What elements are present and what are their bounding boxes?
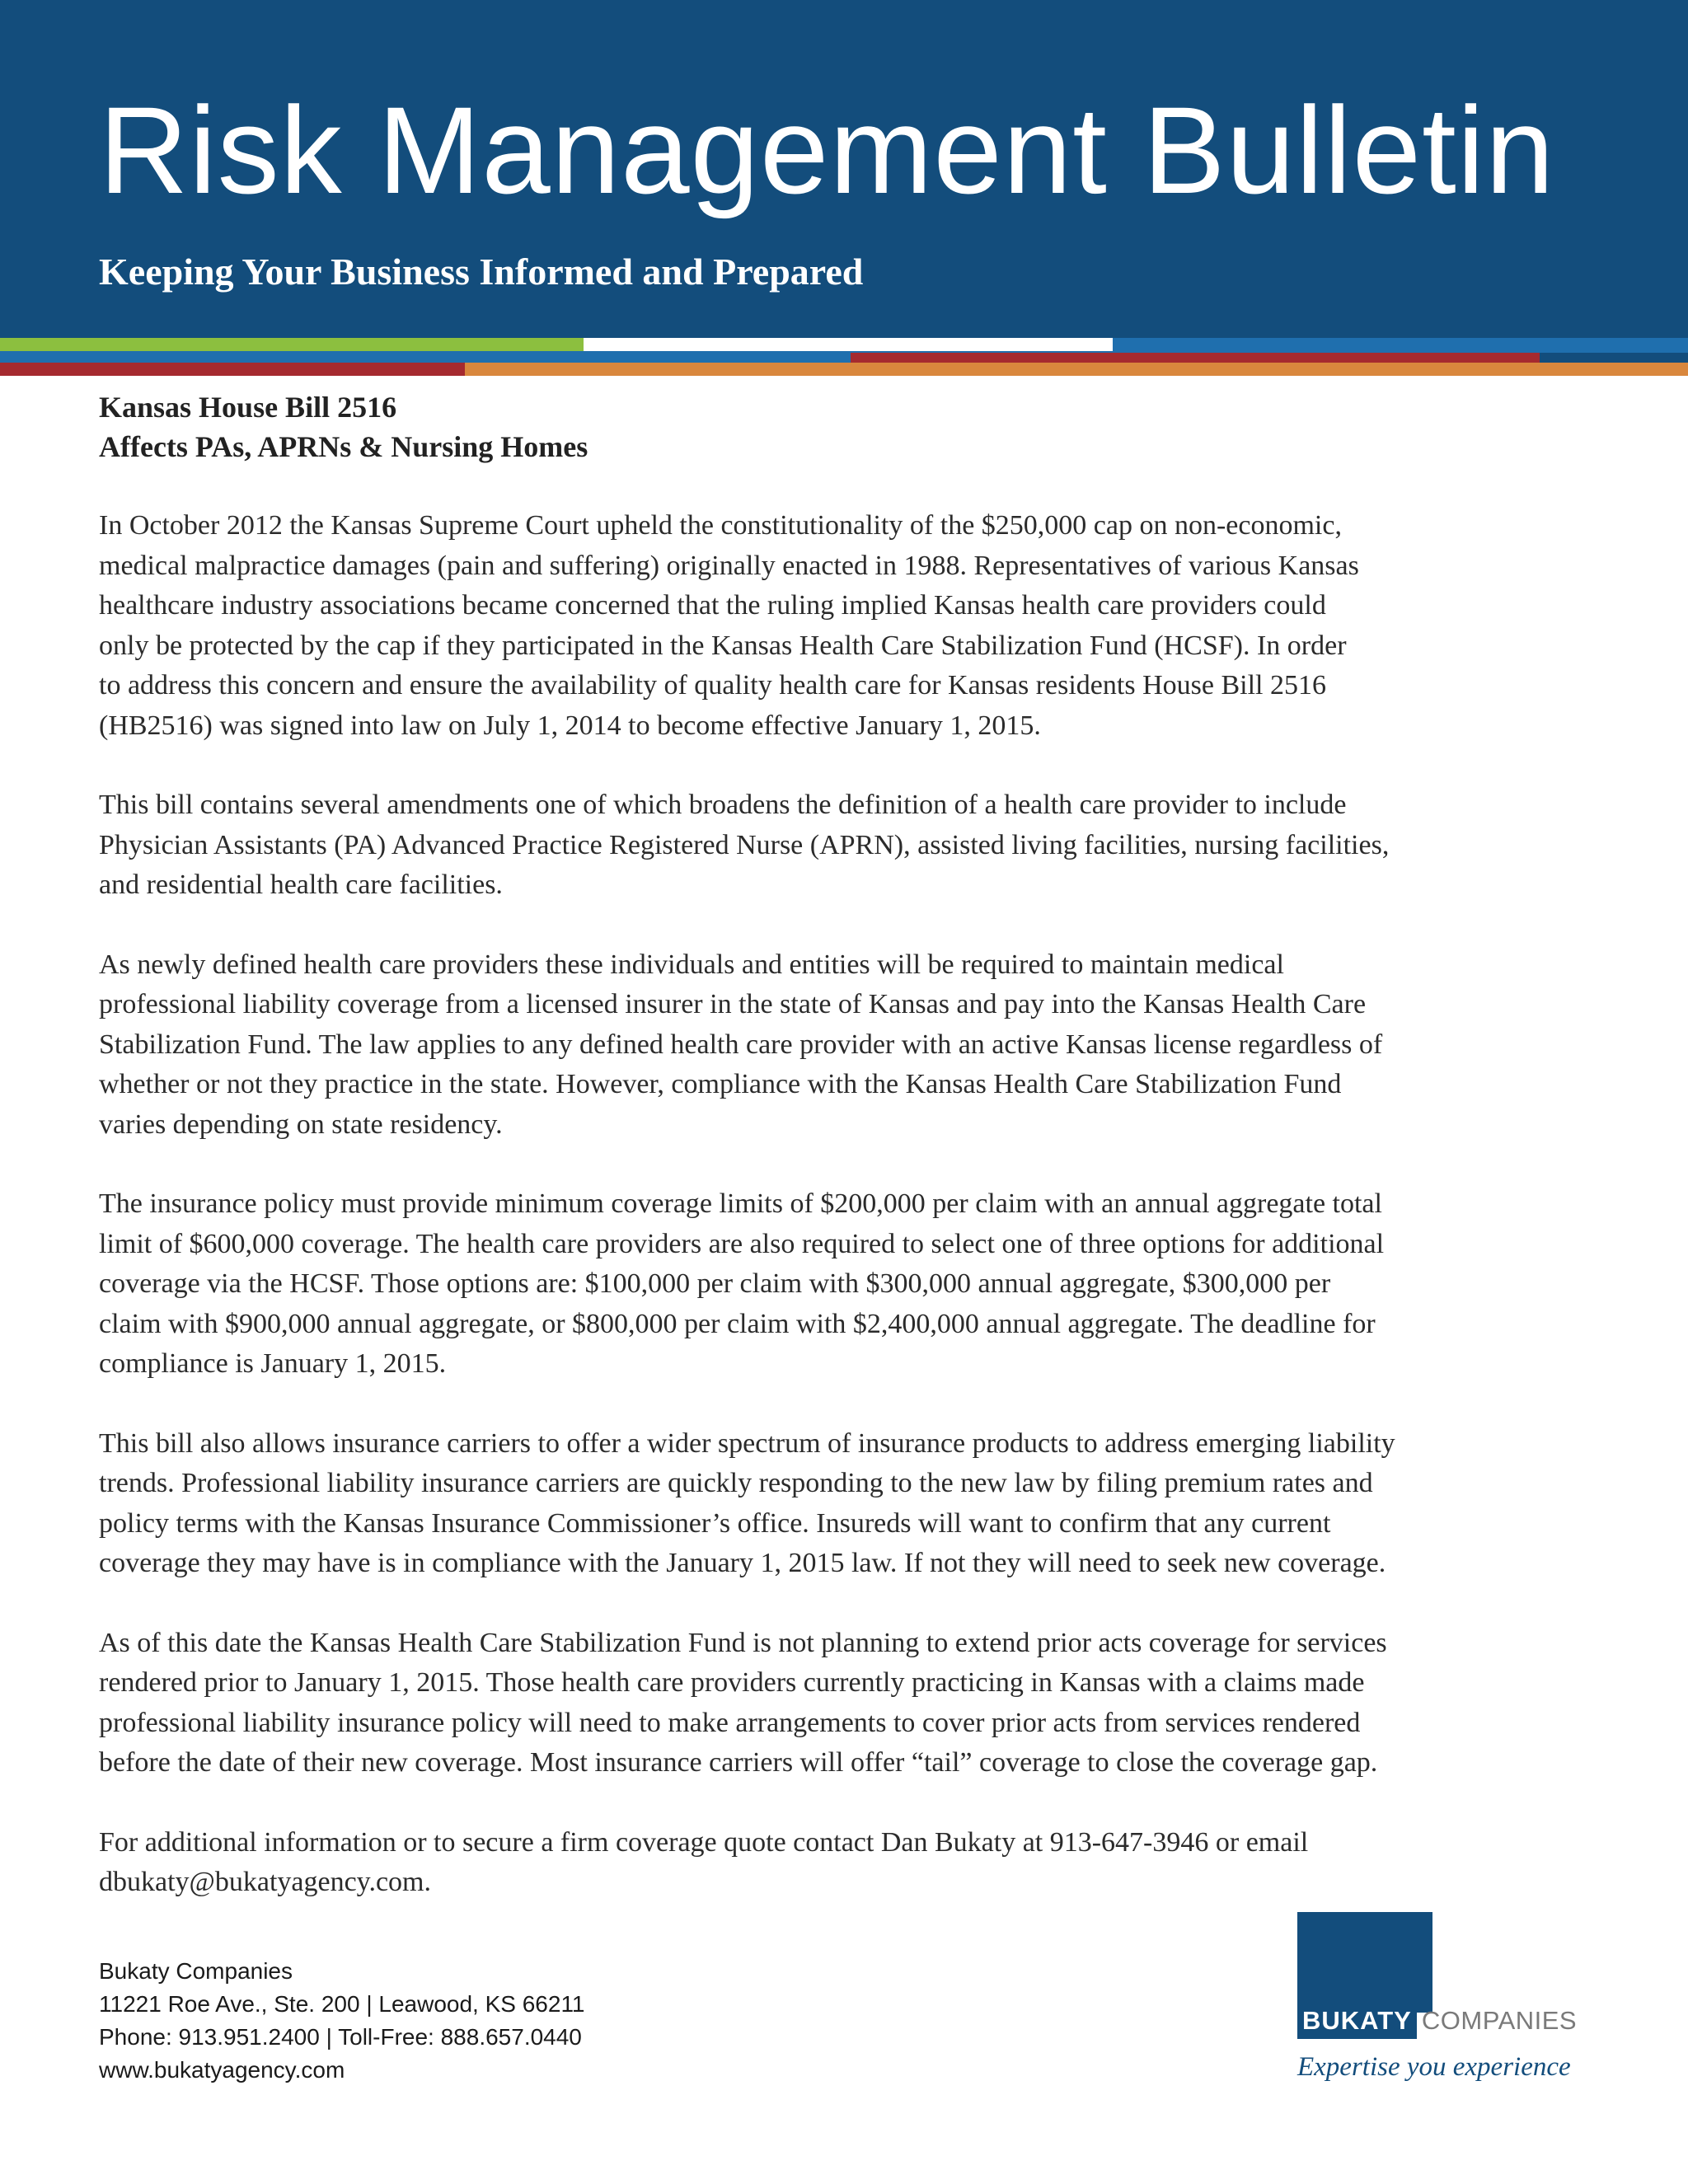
footer-address: 11221 Roe Ave., Ste. 200 | Leawood, KS 66211	[99, 1991, 585, 2017]
footer-website[interactable]: www.bukatyagency.com	[99, 2057, 345, 2083]
stripe-red-right	[851, 353, 1540, 363]
header-banner	[0, 0, 1688, 338]
stripe-red-left	[0, 363, 465, 376]
company-logo	[1297, 2003, 1577, 2039]
stripe-navy-right	[1540, 353, 1688, 363]
article-heading-line2: Affects PAs, APRNs & Nursing Homes	[99, 430, 588, 463]
stripe-orange	[465, 363, 1688, 376]
paragraph-3: As newly defined health care providers these individuals and entities will be required to maintain medical professional liability coverage from a licensed insurer in the state of Kansas and pay into the Kansas Health Care Stabilization Fund. The law applies to any defined health care provider with an active Kansas license regardless of whether or not they practice in the state. However, compliance with the Kansas Health Care Stabilization Fund varies depending on state residency.	[99, 949, 1383, 1140]
bulletin-subtitle: Keeping Your Business Informed and Prepared	[99, 251, 864, 293]
footer-company: Bukaty Companies	[99, 1958, 293, 1984]
stripe-green	[0, 338, 584, 351]
paragraph-5: This bill also allows insurance carriers to offer a wider spectrum of insurance products to address emerging liability trends. Professional liability insurance carriers are quickly responding to the new law by filing premium rates and policy terms with the Kansas Insurance Commissioner’s office. Insureds will want to confirm that any current coverage they may have is in compliance with the January 1, 2015 law. If not they will need to seek new coverage.	[99, 1427, 1395, 1578]
logo-word-companies: COMPANIES	[1421, 2006, 1578, 2035]
paragraph-1: In October 2012 the Kansas Supreme Court upheld the constitutionality of the $250,000 cap on non-economic, medical malpractice damages (pain and suffering) originally enacted in 1988. Representatives of various Kansas healthcare industry associations became concerned that the ruling implied Kansas health care providers could only be protected by the cap if they participated in the Kansas Health Care Stabilization Fund (HCSF). In order to address this concern and ensure the availability of quality health care for Kansas residents House Bill 2516 (HB2516) was signed into law on July 1, 2014 to become effective January 1, 2015.	[99, 510, 1359, 741]
article-heading-line1: Kansas House Bill 2516	[99, 391, 397, 424]
bulletin-title: Risk Management Bulletin	[99, 81, 1555, 219]
footer-phone: Phone: 913.951.2400 | Toll-Free: 888.657.0440	[99, 2024, 582, 2050]
logo-tagline: Expertise you experience	[1297, 2052, 1571, 2082]
paragraph-6: As of this date the Kansas Health Care Stabilization Fund is not planning to extend prior acts coverage for services rendered prior to January 1, 2015. Those health care providers currently practicing in Kansas with a claims made professional liability insurance policy will need to make arrangements to cover prior acts from services rendered before the date of their new coverage. Most insurance carriers will offer “tail” coverage to close the coverage gap.	[99, 1627, 1387, 1778]
paragraph-contact: For additional information or to secure a firm coverage quote contact Dan Bukaty at 913-647-3946 or email dbukaty@bukatyagency.com.	[99, 1826, 1309, 1897]
logo-word-bukaty: BUKATY	[1297, 2003, 1417, 2039]
article	[99, 387, 1582, 1903]
paragraph-4: The insurance policy must provide minimum coverage limits of $200,000 per claim with an annual aggregate total limit of $600,000 coverage. The health care providers are also required to select one of three options for additional coverage via the HCSF. Those options are: $100,000 per claim with $300,000 annual aggregate, $300,000 per claim with $900,000 annual aggregate, or $800,000 per claim with $2,400,000 annual aggregate. The deadline for compliance is January 1, 2015.	[99, 1188, 1385, 1379]
logo-square	[1297, 1912, 1432, 2013]
footer-address-block	[99, 1955, 585, 2087]
paragraph-2: This bill contains several amendments one of which broadens the definition of a health care provider to include Physician Assistants (PA) Advanced Practice Registered Nurse (APRN), assisted living facilities, nursing facilities, and residential health care facilities.	[99, 790, 1390, 900]
